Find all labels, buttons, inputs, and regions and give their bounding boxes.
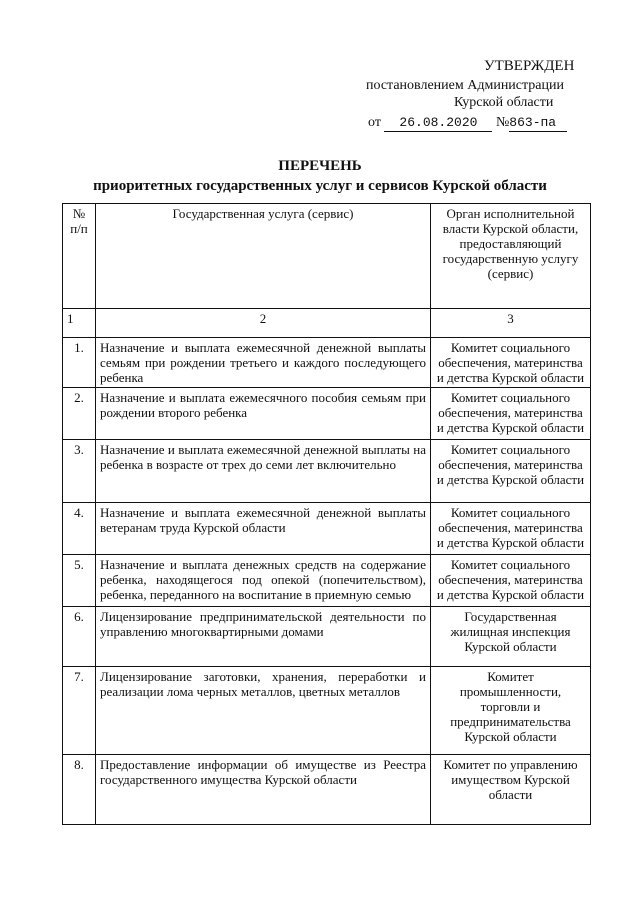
row-organ: Комитет социального обеспечения, материнства и детства Курской области (431, 388, 591, 440)
approval-line-2: Курской области (454, 95, 554, 110)
row-num: 8. (63, 755, 96, 825)
row-organ: Комитет по управлению имуществом Курской области (431, 755, 591, 825)
row-service: Лицензирование предпринимательской деятельности по управлению многоквартирными домами (96, 607, 431, 667)
table-row (63, 755, 591, 825)
row-service: Назначение и выплата ежемесячного пособия семьям при рождении второго ребенка (96, 388, 431, 440)
row-organ: Комитет социального обеспечения, материнства и детства Курской области (431, 440, 591, 503)
table-row (63, 338, 591, 388)
row-organ: Государственная жилищная инспекция Курской области (431, 607, 591, 667)
column-index-2: 2 (96, 309, 431, 338)
services-table (62, 203, 591, 825)
row-service: Предоставление информации об имуществе из Реестра государственного имущества Курской области (96, 755, 431, 825)
approval-date-line (368, 114, 567, 132)
row-service: Назначение и выплата ежемесячной денежной выплаты семьям при рождении третьего и каждого последующего ребенка (96, 338, 431, 388)
approval-number: 863-па (509, 114, 567, 132)
column-index-1: 1 (63, 309, 96, 338)
row-num: 4. (63, 503, 96, 555)
row-num: 5. (63, 555, 96, 607)
header-organ: Орган исполнительной власти Курской области, предоставляющий государственную услугу (сервис) (431, 204, 591, 309)
row-service: Назначение и выплата ежемесячной денежной выплаты на ребенка в возрасте от трех до семи лет включительно (96, 440, 431, 503)
row-num: 6. (63, 607, 96, 667)
row-organ: Комитет социального обеспечения, материнства и детства Курской области (431, 503, 591, 555)
row-service: Лицензирование заготовки, хранения, переработки и реализации лома черных металлов, цветных металлов (96, 667, 431, 755)
document-subtitle: приоритетных государственных услуг и сервисов Курской области (93, 178, 547, 194)
row-organ: Комитет промышленности, торговли и предпринимательства Курской области (431, 667, 591, 755)
row-organ: Комитет социального обеспечения, материнства и детства Курской области (431, 555, 591, 607)
date-prefix: от (368, 115, 381, 130)
row-num: 7. (63, 667, 96, 755)
row-num: 2. (63, 388, 96, 440)
row-organ: Комитет социального обеспечения, материнства и детства Курской области (431, 338, 591, 388)
approval-title: УТВЕРЖДЕН (484, 58, 575, 74)
document-title: ПЕРЕЧЕНЬ (278, 158, 362, 174)
row-service: Назначение и выплата денежных средств на содержание ребенка, находящегося под опекой (попечительством), ребенка, переданного на воспитание в приемную семью (96, 555, 431, 607)
table-row (63, 667, 591, 755)
table-row (63, 555, 591, 607)
approval-date: 26.08.2020 (384, 114, 492, 132)
table-row (63, 607, 591, 667)
table-row (63, 503, 591, 555)
row-service: Назначение и выплата ежемесячной денежной выплаты ветеранам труда Курской области (96, 503, 431, 555)
table-header-row (63, 204, 591, 309)
table-row (63, 440, 591, 503)
number-prefix: № (495, 115, 510, 130)
approval-line-1: постановлением Администрации (366, 78, 564, 93)
row-num: 3. (63, 440, 96, 503)
header-service: Государственная услуга (сервис) (96, 204, 431, 309)
table-row (63, 388, 591, 440)
column-index-3: 3 (431, 309, 591, 338)
column-index-row (63, 309, 591, 338)
header-num: № п/п (63, 204, 96, 309)
row-num: 1. (63, 338, 96, 388)
